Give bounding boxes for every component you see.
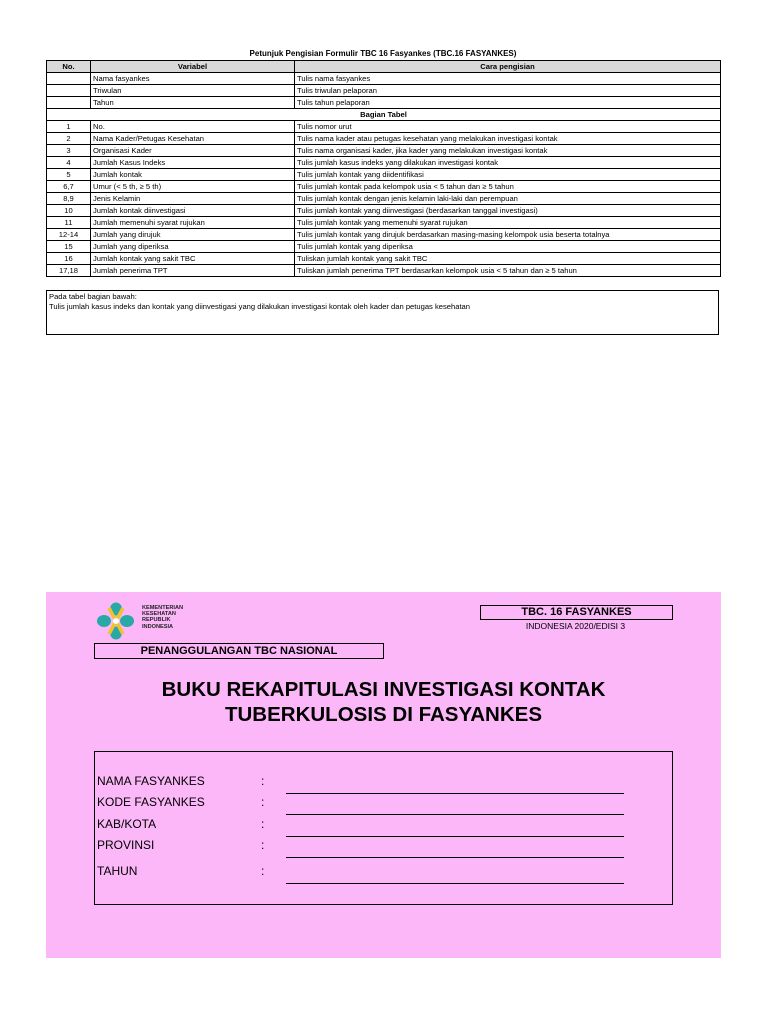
cell-cara: Tuliskan jumlah kontak yang sakit TBC [295,253,721,265]
kemenkes-logo-icon [96,602,136,640]
table-row [47,85,721,97]
logo-text [142,605,183,630]
cell-var: Jumlah yang dirujuk [91,229,295,241]
table-row [47,253,721,265]
section-row [47,109,721,121]
field-label: TAHUN [97,864,138,878]
cell-no: 17,18 [47,265,91,277]
cell-var: Jumlah kontak [91,169,295,181]
cell-no [47,85,91,97]
table-row [47,97,721,109]
field-input-line[interactable] [286,857,624,858]
cell-no: 2 [47,133,91,145]
cell-cara: Tulis jumlah kontak yang dirujuk berdasarkan masing-masing kelompok usia beserta totalnya [295,229,721,241]
cell-var: Jumlah kontak diinvestigasi [91,205,295,217]
form-code-box: TBC. 16 FASYANKES [480,605,673,620]
cell-no: 5 [47,169,91,181]
cell-no [47,97,91,109]
header-no: No. [47,61,91,73]
cell-no: 15 [47,241,91,253]
field-colon: : [261,817,265,831]
field-colon: : [261,774,265,788]
field-label: NAMA FASYANKES [97,774,205,788]
table-row [47,169,721,181]
table-row [47,217,721,229]
logo-text-line: KESEHATAN [142,611,176,618]
table-row [47,145,721,157]
program-box: PENANGGULANGAN TBC NASIONAL [94,643,384,659]
cell-no: 1 [47,121,91,133]
table-row [47,133,721,145]
cell-var: Jumlah penerima TPT [91,265,295,277]
cell-cara: Tulis nama organisasi kader, jika kader yang melakukan investigasi kontak [295,145,721,157]
cell-var: Umur (< 5 th, ≥ 5 th) [91,181,295,193]
cell-var: Jumlah yang diperiksa [91,241,295,253]
guide-title: Petunjuk Pengisian Formulir TBC 16 Fasyankes (TBC.16 FASYANKES) [249,49,517,58]
cell-var: Jenis Kelamin [91,193,295,205]
guide-table [46,60,721,277]
cover-title [46,677,721,727]
cell-no: 11 [47,217,91,229]
guide-header-row [47,61,721,73]
cell-var: Jumlah kontak yang sakit TBC [91,253,295,265]
cell-no [47,73,91,85]
field-colon: : [261,864,265,878]
cell-cara: Tulis nomor urut [295,121,721,133]
table-row [47,241,721,253]
note-box [46,290,719,335]
table-row [47,205,721,217]
cell-cara: Tulis tahun pelaporan [295,97,721,109]
cell-cara: Tuliskan jumlah penerima TPT berdasarkan kelompok usia < 5 tahun dan ≥ 5 tahun [295,265,721,277]
section-label: Bagian Tabel [47,109,721,121]
table-row [47,229,721,241]
cell-cara: Tulis nama kader atau petugas kesehatan yang melakukan investigasi kontak [295,133,721,145]
cell-cara: Tulis triwulan pelaporan [295,85,721,97]
field-colon: : [261,795,265,809]
cover-title-line-2: TUBERKULOSIS DI FASYANKES [224,703,543,726]
cell-cara: Tulis jumlah kontak dengan jenis kelamin laki-laki dan perempuan [295,193,721,205]
cell-no: 12-14 [47,229,91,241]
table-row [47,157,721,169]
cell-cara: Tulis jumlah kontak yang memenuhi syarat rujukan [295,217,721,229]
field-colon: : [261,838,265,852]
table-row [47,265,721,277]
note-line-1: Pada tabel bagian bawah: [49,292,137,301]
field-input-line[interactable] [286,814,624,815]
cell-var: No. [91,121,295,133]
cell-cara: Tulis jumlah kontak yang diidentifikasi [295,169,721,181]
field-input-line[interactable] [286,836,624,837]
field-label: KODE FASYANKES [97,795,205,809]
table-row [47,193,721,205]
header-cara-pengisian: Cara pengisian [295,61,721,73]
table-row [47,73,721,85]
field-input-line[interactable] [286,793,624,794]
cell-no: 16 [47,253,91,265]
cover-page [46,592,721,958]
cell-var: Nama Kader/Petugas Kesehatan [91,133,295,145]
cell-no: 4 [47,157,91,169]
cell-cara: Tulis jumlah kontak yang diinvestigasi (berdasarkan tanggal investigasi) [295,205,721,217]
field-label: KAB/KOTA [97,817,157,831]
table-row [47,181,721,193]
cover-title-line-1: BUKU REKAPITULASI INVESTIGASI KONTAK [161,678,606,701]
note-line-2: Tulis jumlah kasus indeks dan kontak yang diinvestigasi yang dilakukan investigasi kontak oleh kader dan petugas kesehatan [49,302,471,311]
cell-no: 10 [47,205,91,217]
edition-label: INDONESIA 2020/EDISI 3 [525,621,626,631]
cell-var: Triwulan [91,85,295,97]
logo-text-line: REPUBLIK [142,617,171,624]
cell-cara: Tulis jumlah kontak pada kelompok usia < 5 tahun dan ≥ 5 tahun [295,181,721,193]
header-variabel: Variabel [91,61,295,73]
cell-no: 3 [47,145,91,157]
cell-cara: Tulis nama fasyankes [295,73,721,85]
cell-var: Tahun [91,97,295,109]
cell-var: Organisasi Kader [91,145,295,157]
cell-cara: Tulis jumlah kasus indeks yang dilakukan investigasi kontak [295,157,721,169]
field-label: PROVINSI [97,838,155,852]
field-input-line[interactable] [286,883,624,884]
table-row [47,121,721,133]
cell-var: Nama fasyankes [91,73,295,85]
identity-form-box [94,751,673,905]
cell-cara: Tulis jumlah kontak yang diperiksa [295,241,721,253]
cell-var: Jumlah memenuhi syarat rujukan [91,217,295,229]
cell-var: Jumlah Kasus Indeks [91,157,295,169]
cell-no: 6,7 [47,181,91,193]
logo-text-line: KEMENTERIAN [142,605,184,611]
logo-text-line: INDONESIA [142,623,174,630]
cell-no: 8,9 [47,193,91,205]
